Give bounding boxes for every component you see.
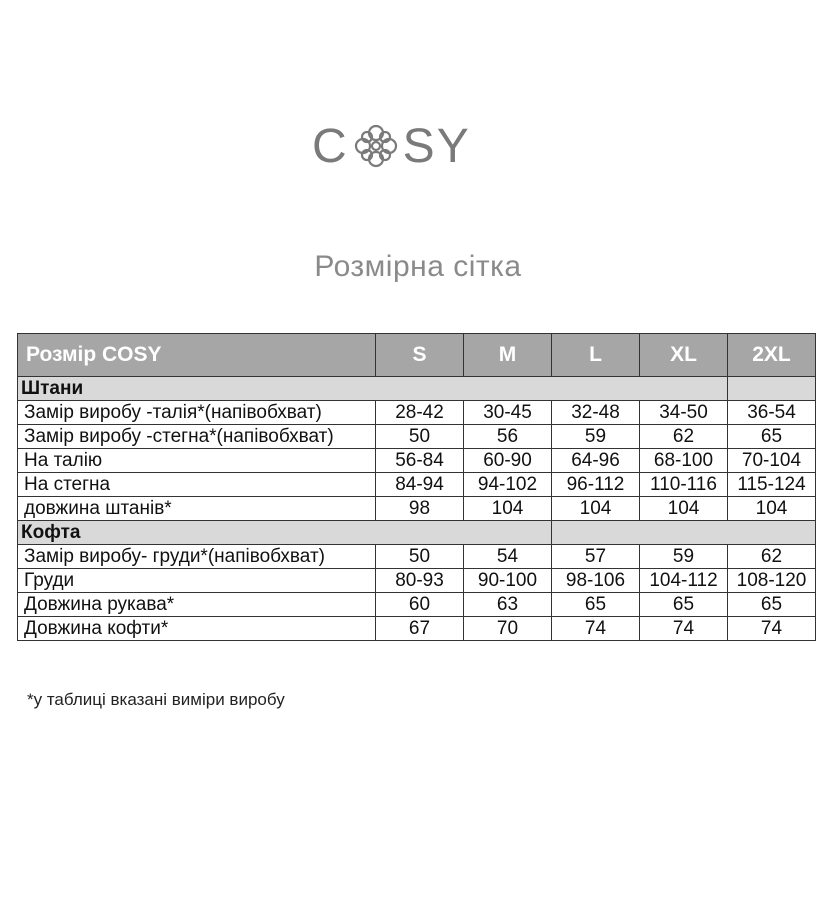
cell-value: 50 [376, 425, 464, 449]
cell-value: 74 [552, 617, 640, 641]
cell-value: 36-54 [728, 401, 816, 425]
row-label: Замір виробу- груди*(напівобхват) [18, 545, 376, 569]
cell-value: 67 [376, 617, 464, 641]
cell-value: 32-48 [552, 401, 640, 425]
cell-value: 115-124 [728, 473, 816, 497]
flower-knot-icon [351, 121, 401, 171]
cell-value: 90-100 [464, 569, 552, 593]
row-label: Довжина рукава* [18, 593, 376, 617]
section-row-pants [18, 377, 816, 401]
cell-value: 28-42 [376, 401, 464, 425]
table-header-row [18, 334, 816, 377]
section-title: Штани [18, 377, 728, 401]
cell-value: 108-120 [728, 569, 816, 593]
cell-value: 60-90 [464, 449, 552, 473]
cell-value: 63 [464, 593, 552, 617]
header-size-l: L [552, 334, 640, 377]
cell-value: 65 [728, 593, 816, 617]
section-filler [552, 521, 816, 545]
cell-value: 110-116 [640, 473, 728, 497]
table-row [18, 401, 816, 425]
header-size-s: S [376, 334, 464, 377]
cell-value: 57 [552, 545, 640, 569]
table-row [18, 617, 816, 641]
cell-value: 98 [376, 497, 464, 521]
size-chart-table [17, 333, 816, 641]
table-row [18, 593, 816, 617]
table-row [18, 425, 816, 449]
table-row [18, 449, 816, 473]
cell-value: 34-50 [640, 401, 728, 425]
cell-value: 56 [464, 425, 552, 449]
row-label: На талію [18, 449, 376, 473]
cell-value: 65 [728, 425, 816, 449]
cell-value: 30-45 [464, 401, 552, 425]
row-label: довжина штанів* [18, 497, 376, 521]
cell-value: 104 [464, 497, 552, 521]
cell-value: 104 [728, 497, 816, 521]
row-label: На стегна [18, 473, 376, 497]
table-row [18, 497, 816, 521]
footnote: *у таблиці вказані виміри виробу [27, 690, 285, 709]
header-size-2xl: 2XL [728, 334, 816, 377]
cell-value: 50 [376, 545, 464, 569]
row-label: Груди [18, 569, 376, 593]
row-label: Замір виробу -талія*(напівобхват) [18, 401, 376, 425]
cell-value: 59 [552, 425, 640, 449]
cell-value: 74 [640, 617, 728, 641]
cell-value: 96-112 [552, 473, 640, 497]
cell-value: 70-104 [728, 449, 816, 473]
header-size-xl: XL [640, 334, 728, 377]
row-label: Довжина кофти* [18, 617, 376, 641]
section-title: Кофта [18, 521, 552, 545]
cell-value: 56-84 [376, 449, 464, 473]
table-row [18, 473, 816, 497]
section-row-jacket [18, 521, 816, 545]
cell-value: 98-106 [552, 569, 640, 593]
cell-value: 94-102 [464, 473, 552, 497]
page-title: Розмірна сітка [314, 250, 522, 283]
header-size-label: Розмір COSY [18, 334, 376, 377]
cell-value: 60 [376, 593, 464, 617]
cell-value: 54 [464, 545, 552, 569]
cell-value: 65 [640, 593, 728, 617]
cell-value: 74 [728, 617, 816, 641]
section-filler [728, 377, 816, 401]
cell-value: 68-100 [640, 449, 728, 473]
cell-value: 59 [640, 545, 728, 569]
cell-value: 104 [552, 497, 640, 521]
brand-logo [312, 118, 471, 174]
cell-value: 62 [728, 545, 816, 569]
logo-suffix: SY [402, 119, 471, 173]
cell-value: 80-93 [376, 569, 464, 593]
table-row [18, 545, 816, 569]
cell-value: 104-112 [640, 569, 728, 593]
cell-value: 62 [640, 425, 728, 449]
cell-value: 104 [640, 497, 728, 521]
table-row [18, 569, 816, 593]
cell-value: 64-96 [552, 449, 640, 473]
header-size-m: M [464, 334, 552, 377]
cell-value: 84-94 [376, 473, 464, 497]
cell-value: 70 [464, 617, 552, 641]
row-label: Замір виробу -стегна*(напівобхват) [18, 425, 376, 449]
logo-prefix: C [312, 119, 349, 173]
cell-value: 65 [552, 593, 640, 617]
